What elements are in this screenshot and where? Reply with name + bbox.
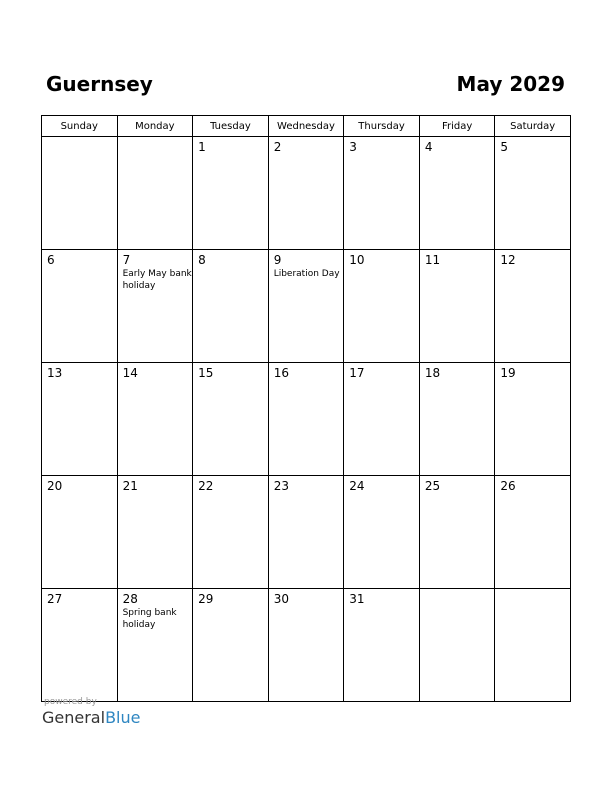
day-cell — [419, 137, 495, 250]
day-cell — [42, 137, 118, 250]
weekday-wednesday: Wednesday — [268, 116, 344, 137]
calendar-grid — [41, 115, 571, 702]
day-number: 22 — [198, 479, 214, 493]
day-number: 13 — [47, 366, 63, 380]
day-number: 26 — [500, 479, 516, 493]
day-number: 30 — [273, 592, 289, 606]
day-cell — [344, 137, 420, 250]
day-cell — [117, 476, 193, 589]
weekday-sunday: Sunday — [42, 116, 118, 137]
day-cell — [193, 137, 269, 250]
day-cell — [268, 589, 344, 702]
day-cell — [42, 363, 118, 476]
brand-general: General — [42, 708, 106, 727]
day-cell — [117, 363, 193, 476]
day-number: 10 — [349, 253, 365, 267]
day-cell — [495, 589, 571, 702]
weekday-monday: Monday — [117, 116, 193, 137]
day-cell — [344, 476, 420, 589]
generalblue-logo[interactable] — [42, 708, 140, 727]
day-cell — [117, 250, 193, 363]
week-row-4 — [42, 476, 571, 589]
day-cell — [193, 363, 269, 476]
day-cell — [344, 250, 420, 363]
day-number: 28 — [122, 592, 138, 606]
month-year-title: May 2029 — [456, 72, 565, 96]
week-row-1 — [42, 137, 571, 250]
day-number: 17 — [349, 366, 365, 380]
weekday-tuesday: Tuesday — [193, 116, 269, 137]
region-title: Guernsey — [46, 72, 153, 96]
powered-by-text: powered by — [44, 697, 97, 707]
day-number: 8 — [198, 253, 206, 267]
day-cell — [495, 363, 571, 476]
holiday-label: Spring bank holiday — [122, 608, 177, 630]
day-cell — [268, 250, 344, 363]
day-cell — [419, 363, 495, 476]
week-row-2 — [42, 250, 571, 363]
day-number: 29 — [198, 592, 214, 606]
week-row-3 — [42, 363, 571, 476]
day-cell — [42, 476, 118, 589]
day-number: 5 — [500, 140, 509, 154]
day-cell — [344, 363, 420, 476]
day-number: 24 — [349, 479, 365, 493]
weekday-header-row — [42, 116, 571, 137]
day-cell — [268, 476, 344, 589]
day-number: 19 — [500, 366, 516, 380]
day-number: 21 — [122, 479, 138, 493]
day-cell — [268, 137, 344, 250]
day-cell — [419, 250, 495, 363]
day-cell — [42, 250, 118, 363]
weekday-thursday: Thursday — [344, 116, 420, 137]
day-cell — [117, 137, 193, 250]
day-number: 6 — [47, 253, 55, 267]
day-number: 27 — [47, 592, 63, 606]
day-number: 14 — [122, 366, 138, 380]
day-cell — [193, 250, 269, 363]
day-cell — [495, 137, 571, 250]
day-cell — [419, 476, 495, 589]
day-cell — [419, 589, 495, 702]
week-row-5 — [42, 589, 571, 702]
day-number: 9 — [273, 253, 282, 267]
day-number: 16 — [273, 366, 289, 380]
weekday-saturday: Saturday — [495, 116, 571, 137]
day-cell — [117, 589, 193, 702]
day-number: 18 — [424, 366, 441, 380]
brand-blue: Blue — [105, 708, 141, 727]
day-number: 4 — [424, 140, 433, 154]
day-number: 2 — [273, 140, 282, 154]
holiday-label: Liberation Day — [273, 269, 340, 279]
day-cell — [495, 250, 571, 363]
day-cell — [193, 589, 269, 702]
day-cell — [344, 589, 420, 702]
day-number: 15 — [198, 366, 214, 380]
day-number: 25 — [424, 479, 441, 493]
holiday-label: Early May bank holiday — [122, 269, 192, 291]
day-cell — [268, 363, 344, 476]
day-number: 31 — [349, 592, 365, 606]
day-cell — [495, 476, 571, 589]
weekday-friday: Friday — [419, 116, 495, 137]
day-number: 3 — [349, 140, 357, 154]
day-cell — [42, 589, 118, 702]
day-number: 23 — [273, 479, 289, 493]
day-number: 12 — [500, 253, 516, 267]
day-number: 7 — [122, 253, 131, 267]
day-number: 11 — [424, 253, 441, 267]
day-cell — [193, 476, 269, 589]
day-number: 20 — [47, 479, 63, 493]
day-number: 1 — [198, 140, 206, 154]
